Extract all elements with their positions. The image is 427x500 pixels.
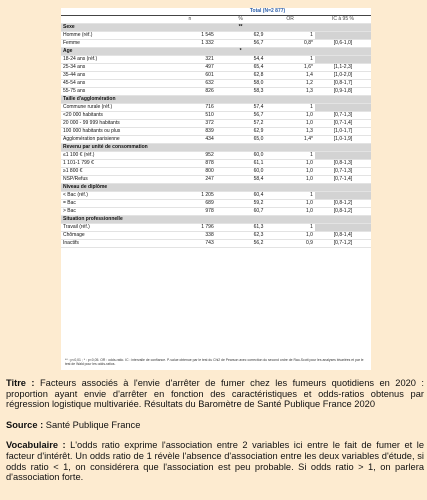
section-spacer bbox=[265, 48, 315, 56]
row-confidence-interval: [0,7-1,2] bbox=[315, 240, 371, 248]
row-n: 952 bbox=[164, 152, 216, 160]
section-title: Revenu par unité de consommation bbox=[61, 144, 164, 152]
row-n: 743 bbox=[164, 240, 216, 248]
row-confidence-interval: [0,7-1,4] bbox=[315, 176, 371, 184]
row-label: 25-34 ans bbox=[61, 64, 164, 72]
row-percent: 57,4 bbox=[216, 104, 266, 112]
title-paragraph bbox=[6, 378, 424, 410]
row-label: 45-54 ans bbox=[61, 80, 164, 88]
row-n: 632 bbox=[164, 80, 216, 88]
table-row bbox=[61, 152, 371, 160]
title-label: Titre : bbox=[6, 378, 35, 388]
row-percent: 60,0 bbox=[216, 168, 266, 176]
row-label: NSP/Refus bbox=[61, 176, 164, 184]
row-percent: 56,7 bbox=[216, 112, 266, 120]
source-text: Santé Publique France bbox=[43, 419, 141, 430]
column-header-or: OR bbox=[265, 16, 315, 24]
table-row bbox=[61, 64, 371, 72]
row-odds-ratio: 1,3 bbox=[265, 88, 315, 96]
section-spacer bbox=[315, 48, 371, 56]
section-spacer bbox=[315, 24, 371, 32]
section-header-row bbox=[61, 24, 371, 32]
row-odds-ratio: 1,6* bbox=[265, 64, 315, 72]
row-label: 100 000 habitants ou plus bbox=[61, 128, 164, 136]
row-confidence-interval bbox=[315, 152, 371, 160]
row-n: 1 545 bbox=[164, 32, 216, 40]
table-row bbox=[61, 160, 371, 168]
row-n: 878 bbox=[164, 160, 216, 168]
column-header-percent: % bbox=[216, 16, 266, 24]
row-label: Travail (réf.) bbox=[61, 224, 164, 232]
source-paragraph bbox=[6, 420, 424, 431]
table-row bbox=[61, 88, 371, 96]
row-confidence-interval: [0,7-1,3] bbox=[315, 112, 371, 120]
row-label: Agglomération parisienne bbox=[61, 136, 164, 144]
row-n: 510 bbox=[164, 112, 216, 120]
row-percent: 60,4 bbox=[216, 192, 266, 200]
row-confidence-interval bbox=[315, 32, 371, 40]
row-n: 497 bbox=[164, 64, 216, 72]
row-odds-ratio: 1,0 bbox=[265, 176, 315, 184]
vocabulary-text: L'odds ratio exprime l'association entre 2 variables ici entre le fait de fumer et le facteur d'intérêt. Un odds ratio de 1 révèle l'absence d'association entre les deux variables d'étude, si odds ratio < 1, on considérera que l'association est peu probable. Si odds ratio > 1, on parlera d'association forte. bbox=[6, 440, 424, 483]
row-odds-ratio: 1,3 bbox=[265, 128, 315, 136]
row-confidence-interval bbox=[315, 104, 371, 112]
table-row bbox=[61, 136, 371, 144]
row-percent: 56,2 bbox=[216, 240, 266, 248]
table-row bbox=[61, 72, 371, 80]
row-label: Femme bbox=[61, 40, 164, 48]
row-label: 1 101-1 799 € bbox=[61, 160, 164, 168]
section-spacer bbox=[315, 216, 371, 224]
section-significance: * bbox=[216, 48, 266, 56]
row-percent: 54,4 bbox=[216, 56, 266, 64]
section-significance bbox=[216, 184, 266, 192]
row-odds-ratio: 1 bbox=[265, 56, 315, 64]
caption-block bbox=[6, 378, 424, 493]
table-row bbox=[61, 208, 371, 216]
row-percent: 62,3 bbox=[216, 232, 266, 240]
section-spacer bbox=[164, 96, 216, 104]
table-row bbox=[61, 192, 371, 200]
section-header-row bbox=[61, 216, 371, 224]
section-spacer bbox=[164, 24, 216, 32]
table-row bbox=[61, 56, 371, 64]
section-title: Sexe bbox=[61, 24, 164, 32]
row-confidence-interval bbox=[315, 192, 371, 200]
column-header-n: n bbox=[164, 16, 216, 24]
row-percent: 60,0 bbox=[216, 152, 266, 160]
row-n: 800 bbox=[164, 168, 216, 176]
total-label: Total (N=2 877) bbox=[164, 8, 371, 16]
table-row bbox=[61, 240, 371, 248]
row-n: 689 bbox=[164, 200, 216, 208]
row-n: 321 bbox=[164, 56, 216, 64]
row-odds-ratio: 1 bbox=[265, 224, 315, 232]
row-n: 372 bbox=[164, 120, 216, 128]
section-spacer bbox=[265, 96, 315, 104]
table-row bbox=[61, 112, 371, 120]
row-odds-ratio: 1,4 bbox=[265, 72, 315, 80]
row-odds-ratio: 1,4* bbox=[265, 136, 315, 144]
row-odds-ratio: 1 bbox=[265, 152, 315, 160]
section-significance bbox=[216, 96, 266, 104]
row-label: < Bac (réf.) bbox=[61, 192, 164, 200]
row-label: Chômage bbox=[61, 232, 164, 240]
section-header-row bbox=[61, 184, 371, 192]
row-confidence-interval: [0,8-1,3] bbox=[315, 160, 371, 168]
row-label: <20 000 habitants bbox=[61, 112, 164, 120]
table-row bbox=[61, 232, 371, 240]
row-confidence-interval: [1,1-2,3] bbox=[315, 64, 371, 72]
row-confidence-interval: [0,7-1,3] bbox=[315, 168, 371, 176]
table-row bbox=[61, 128, 371, 136]
section-title: Taille d'agglomération bbox=[61, 96, 164, 104]
section-significance bbox=[216, 144, 266, 152]
row-confidence-interval: [0,9-1,8] bbox=[315, 88, 371, 96]
row-n: 338 bbox=[164, 232, 216, 240]
row-odds-ratio: 1,0 bbox=[265, 208, 315, 216]
vocabulary-label: Vocabulaire : bbox=[6, 440, 66, 451]
row-percent: 59,2 bbox=[216, 200, 266, 208]
table-total-header bbox=[61, 8, 371, 16]
row-n: 978 bbox=[164, 208, 216, 216]
row-percent: 62,9 bbox=[216, 32, 266, 40]
row-percent: 56,7 bbox=[216, 40, 266, 48]
table-footnote: ** : p<0,01 ; * : p<0,05. OR : odds-ratio. IC : intervalle de confiance. P-value obtenue par le test du Chi2 de Pearson avec correction du second ordre de Rao-Scott pour les analyses bivariées et par le test de Wald pour les odds-ratios. bbox=[65, 358, 364, 367]
row-label: > Bac bbox=[61, 208, 164, 216]
section-spacer bbox=[315, 184, 371, 192]
section-title: Age bbox=[61, 48, 164, 56]
row-confidence-interval: [0,8-1,7] bbox=[315, 80, 371, 88]
table-row bbox=[61, 176, 371, 184]
row-odds-ratio: 1 bbox=[265, 104, 315, 112]
section-title: Situation professionnelle bbox=[61, 216, 164, 224]
row-confidence-interval: [1,0-2,0] bbox=[315, 72, 371, 80]
row-confidence-interval bbox=[315, 224, 371, 232]
row-confidence-interval: [1,0-1,9] bbox=[315, 136, 371, 144]
row-percent: 65,4 bbox=[216, 64, 266, 72]
title-text: Facteurs associés à l'envie d'arrêter de fumer chez les fumeurs quotidiens en 2020 : proportion ayant envie d'arrêter en fonction des caractéristiques et odds-ratios obtenus par régression logistique multivariée. Résultats du Baromètre de Santé Publique France 2020 bbox=[6, 378, 424, 410]
table-row bbox=[61, 120, 371, 128]
section-spacer bbox=[315, 96, 371, 104]
row-percent: 57,2 bbox=[216, 120, 266, 128]
section-header-row bbox=[61, 144, 371, 152]
section-spacer bbox=[164, 48, 216, 56]
row-label: ≥1 800 € bbox=[61, 168, 164, 176]
row-odds-ratio: 0,8* bbox=[265, 40, 315, 48]
row-confidence-interval: [0,8-1,4] bbox=[315, 232, 371, 240]
row-odds-ratio: 1,0 bbox=[265, 112, 315, 120]
row-label: Inactifs bbox=[61, 240, 164, 248]
section-spacer bbox=[265, 144, 315, 152]
row-n: 434 bbox=[164, 136, 216, 144]
row-confidence-interval: [0,6-1,0] bbox=[315, 40, 371, 48]
statistics-table bbox=[61, 8, 371, 248]
vocabulary-paragraph bbox=[6, 440, 424, 482]
table-row bbox=[61, 200, 371, 208]
row-confidence-interval: [0,7-1,4] bbox=[315, 120, 371, 128]
row-percent: 65,0 bbox=[216, 136, 266, 144]
section-header-row bbox=[61, 96, 371, 104]
row-n: 826 bbox=[164, 88, 216, 96]
row-confidence-interval: [0,8-1,2] bbox=[315, 200, 371, 208]
table-column-headers bbox=[61, 16, 371, 24]
table-row bbox=[61, 168, 371, 176]
table-row bbox=[61, 224, 371, 232]
row-label: 35-44 ans bbox=[61, 72, 164, 80]
row-odds-ratio: 1,2 bbox=[265, 80, 315, 88]
row-n: 1 332 bbox=[164, 40, 216, 48]
row-label: = Bac bbox=[61, 200, 164, 208]
section-header-row bbox=[61, 48, 371, 56]
column-header-ic: IC à 95 % bbox=[315, 16, 371, 24]
table-row bbox=[61, 40, 371, 48]
section-title: Niveau de diplôme bbox=[61, 184, 164, 192]
row-percent: 61,3 bbox=[216, 224, 266, 232]
section-spacer bbox=[265, 184, 315, 192]
row-percent: 61,1 bbox=[216, 160, 266, 168]
section-spacer bbox=[265, 24, 315, 32]
row-n: 1 796 bbox=[164, 224, 216, 232]
table-row bbox=[61, 32, 371, 40]
row-odds-ratio: 1 bbox=[265, 192, 315, 200]
row-percent: 62,9 bbox=[216, 128, 266, 136]
section-spacer bbox=[164, 144, 216, 152]
section-significance: ** bbox=[216, 24, 266, 32]
table-row bbox=[61, 80, 371, 88]
row-percent: 58,4 bbox=[216, 176, 266, 184]
row-percent: 62,8 bbox=[216, 72, 266, 80]
row-label: Commune rurale (réf.) bbox=[61, 104, 164, 112]
source-label: Source : bbox=[6, 419, 44, 430]
row-n: 247 bbox=[164, 176, 216, 184]
row-confidence-interval: [0,8-1,2] bbox=[315, 208, 371, 216]
row-label: 18-24 ans (réf.) bbox=[61, 56, 164, 64]
table-row bbox=[61, 104, 371, 112]
row-n: 716 bbox=[164, 104, 216, 112]
row-label: ≤1 100 € (réf.) bbox=[61, 152, 164, 160]
row-odds-ratio: 1,0 bbox=[265, 232, 315, 240]
section-spacer bbox=[315, 144, 371, 152]
row-confidence-interval bbox=[315, 56, 371, 64]
row-percent: 58,3 bbox=[216, 88, 266, 96]
row-odds-ratio: 1,0 bbox=[265, 168, 315, 176]
section-spacer bbox=[164, 184, 216, 192]
row-confidence-interval: [1,0-1,7] bbox=[315, 128, 371, 136]
row-n: 601 bbox=[164, 72, 216, 80]
row-n: 1 205 bbox=[164, 192, 216, 200]
row-percent: 58,0 bbox=[216, 80, 266, 88]
row-odds-ratio: 1,0 bbox=[265, 200, 315, 208]
row-percent: 60,7 bbox=[216, 208, 266, 216]
row-odds-ratio: 1,0 bbox=[265, 160, 315, 168]
row-odds-ratio: 0,9 bbox=[265, 240, 315, 248]
section-significance bbox=[216, 216, 266, 224]
row-label: 20 000 - 99 999 habitants bbox=[61, 120, 164, 128]
row-n: 839 bbox=[164, 128, 216, 136]
row-odds-ratio: 1 bbox=[265, 32, 315, 40]
section-spacer bbox=[164, 216, 216, 224]
section-spacer bbox=[265, 216, 315, 224]
row-label: Homme (réf.) bbox=[61, 32, 164, 40]
row-label: 55-75 ans bbox=[61, 88, 164, 96]
statistics-table-card bbox=[61, 8, 371, 370]
row-odds-ratio: 1,0 bbox=[265, 120, 315, 128]
